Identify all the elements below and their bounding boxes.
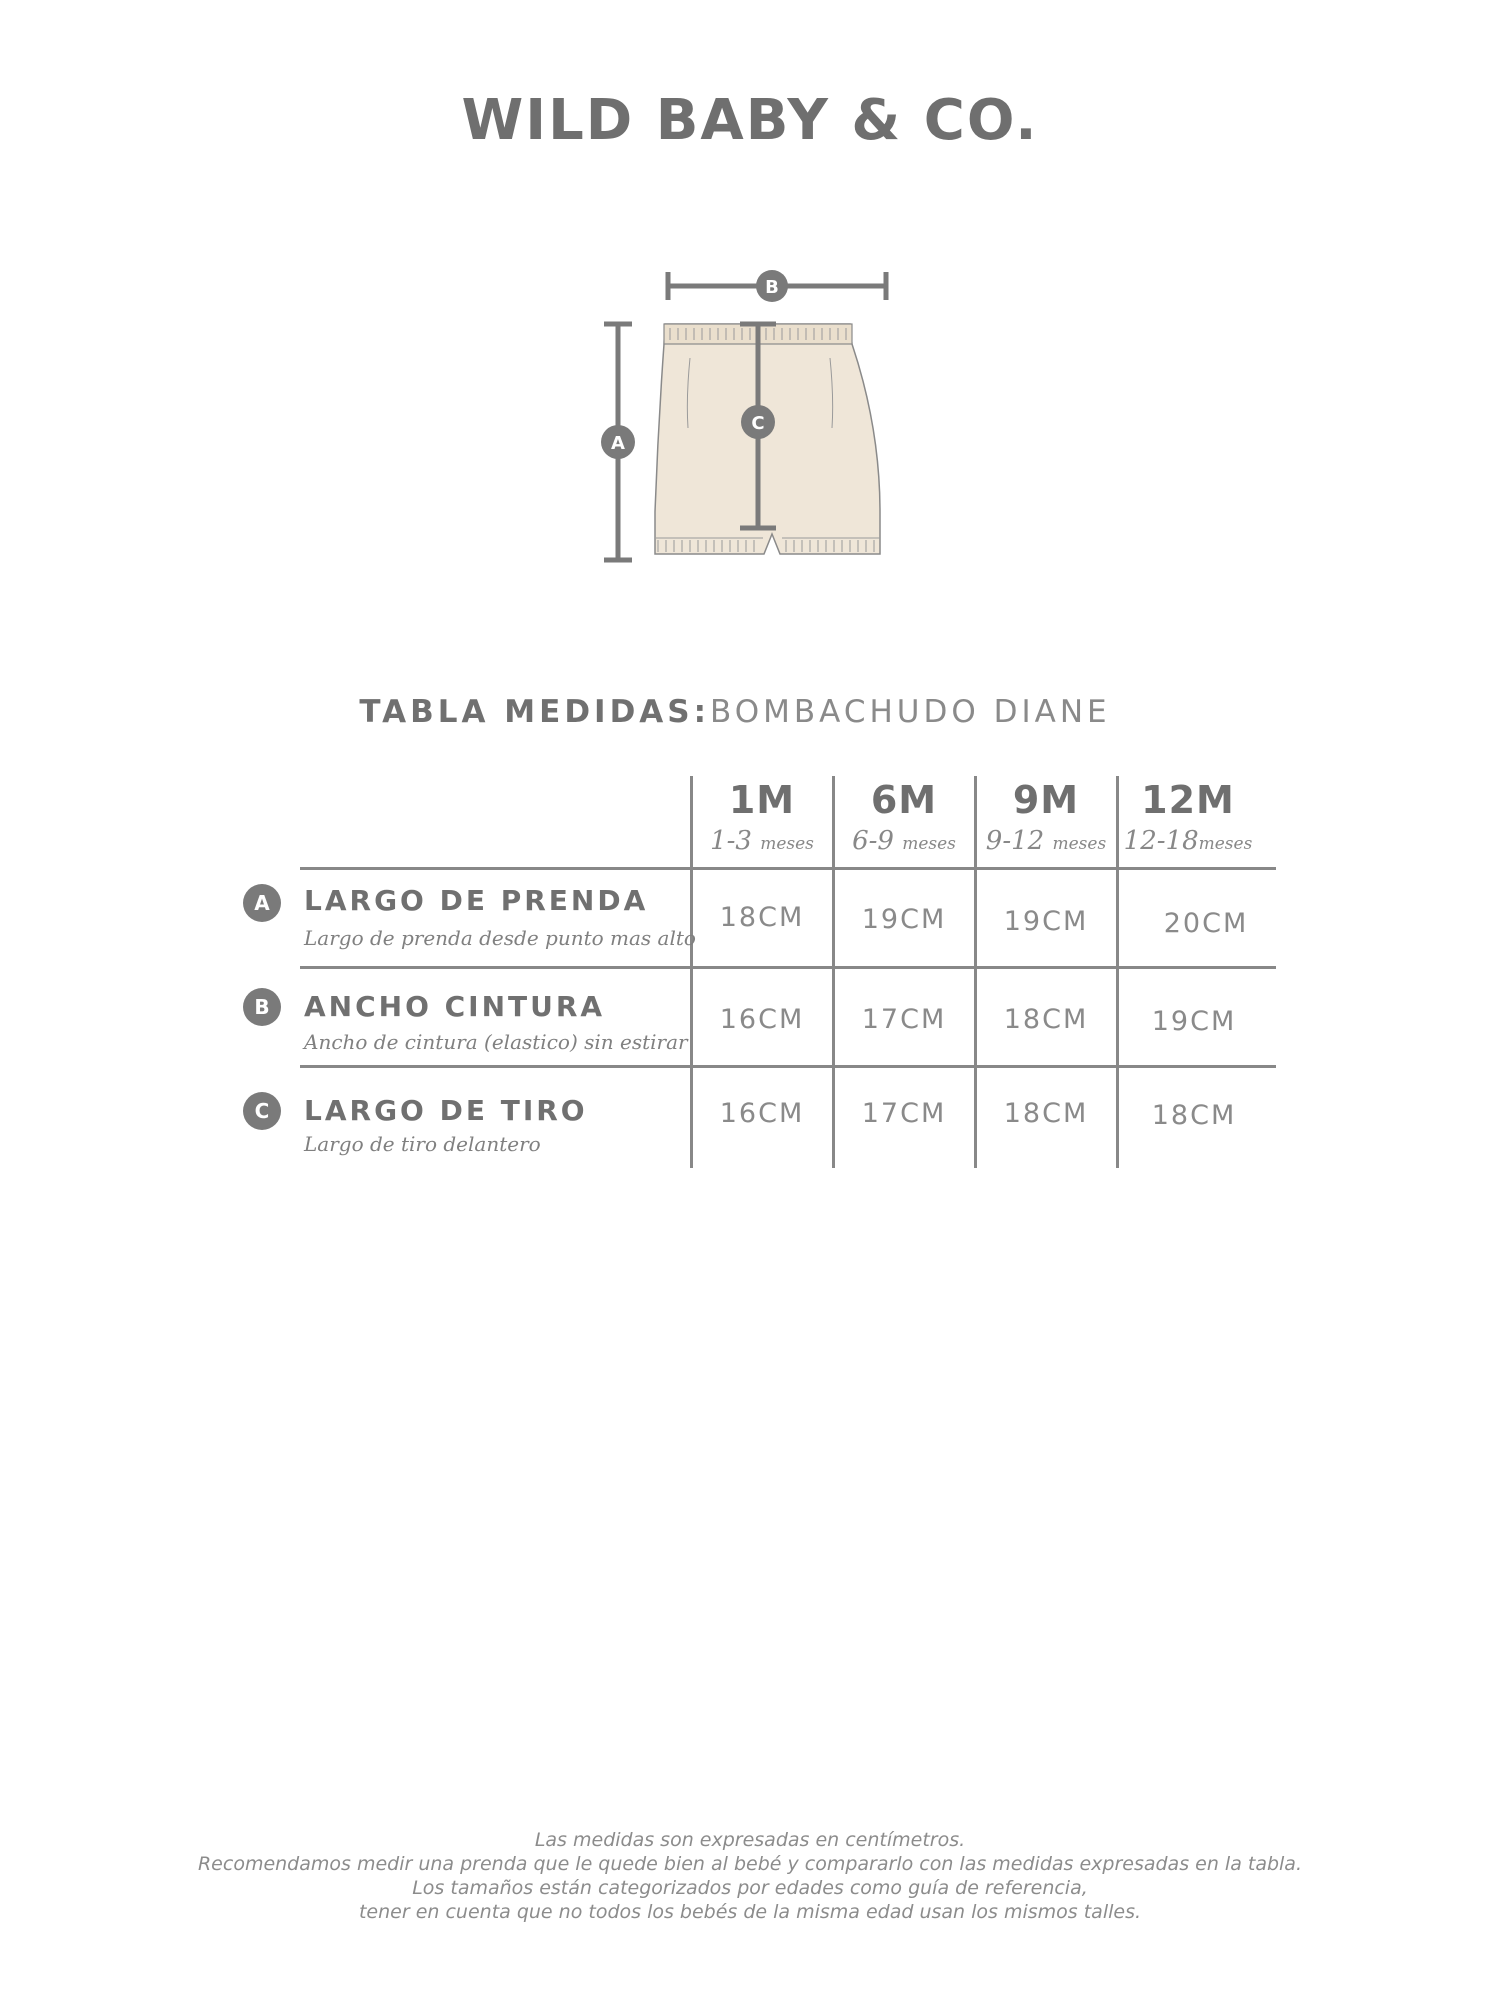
table-cell: 19CM [1151,1006,1237,1037]
table-divider [300,966,1276,969]
row-label-largo-de-prenda: LARGO DE PRENDA [304,884,649,917]
table-title-product: BOMBACHUDO DIANE [710,694,1111,730]
table-cell: 17CM [861,1098,947,1129]
note-line: Recomendamos medir una prenda que le quede bien al bebé y compararlo con las medidas expresadas en la tabla. [197,1853,1302,1875]
column-age: 1-3 meses [710,826,814,856]
table-cell: 18CM [719,902,805,933]
note-line: Los tamaños están categorizados por edades como guía de referencia, [412,1877,1088,1899]
table-cell: 18CM [1151,1100,1237,1131]
row-badge-b: B [243,988,281,1026]
table-cell: 18CM [1003,1004,1089,1035]
diagram-label-c: C [751,413,765,434]
diagram-label-a: A [611,433,625,454]
shorts-illustration [655,324,880,554]
note-line: Las medidas son expresadas en centímetros. [534,1829,966,1851]
table-cell: 16CM [719,1098,805,1129]
table-cell: 16CM [719,1004,805,1035]
table-cell: 19CM [861,904,947,935]
table-cell: 17CM [861,1004,947,1035]
diagram-label-b: B [765,277,779,298]
column-size: 9M [1012,778,1080,822]
column-age: 12-18meses [1123,826,1253,856]
row-badge-c: C [243,1092,281,1130]
column-header-9m [976,778,1116,856]
column-header-12m [1118,778,1258,856]
table-cell: 18CM [1003,1098,1089,1129]
table-divider [300,867,1276,870]
column-size: 1M [728,778,796,822]
row-description: Ancho de cintura (elastico) sin estirar [304,1030,688,1054]
row-label-largo-de-tiro: LARGO DE TIRO [304,1094,588,1127]
table-divider [300,1065,1276,1068]
table-cell: 20CM [1163,908,1249,939]
table-cell: 19CM [1003,906,1089,937]
column-header-1m [692,778,832,856]
footer-notes [0,1828,1500,1924]
row-description: Largo de prenda desde punto mas alto [304,926,696,950]
column-size: 12M [1141,778,1235,822]
column-header-6m [834,778,974,856]
row-badge-a: A [243,884,281,922]
table-title [0,694,1470,730]
table-title-bold: TABLA MEDIDAS: [359,694,711,730]
column-age: 6-9 meses [852,826,956,856]
column-size: 6M [870,778,938,822]
column-age: 9-12 meses [985,826,1107,856]
row-description: Largo de tiro delantero [304,1132,541,1156]
garment-diagram [580,258,940,578]
brand-title: WILD BABY & CO. [461,88,1039,153]
note-line: tener en cuenta que no todos los bebés de la misma edad usan los mismos talles. [358,1901,1142,1923]
row-label-ancho-cintura: ANCHO CINTURA [304,990,606,1023]
